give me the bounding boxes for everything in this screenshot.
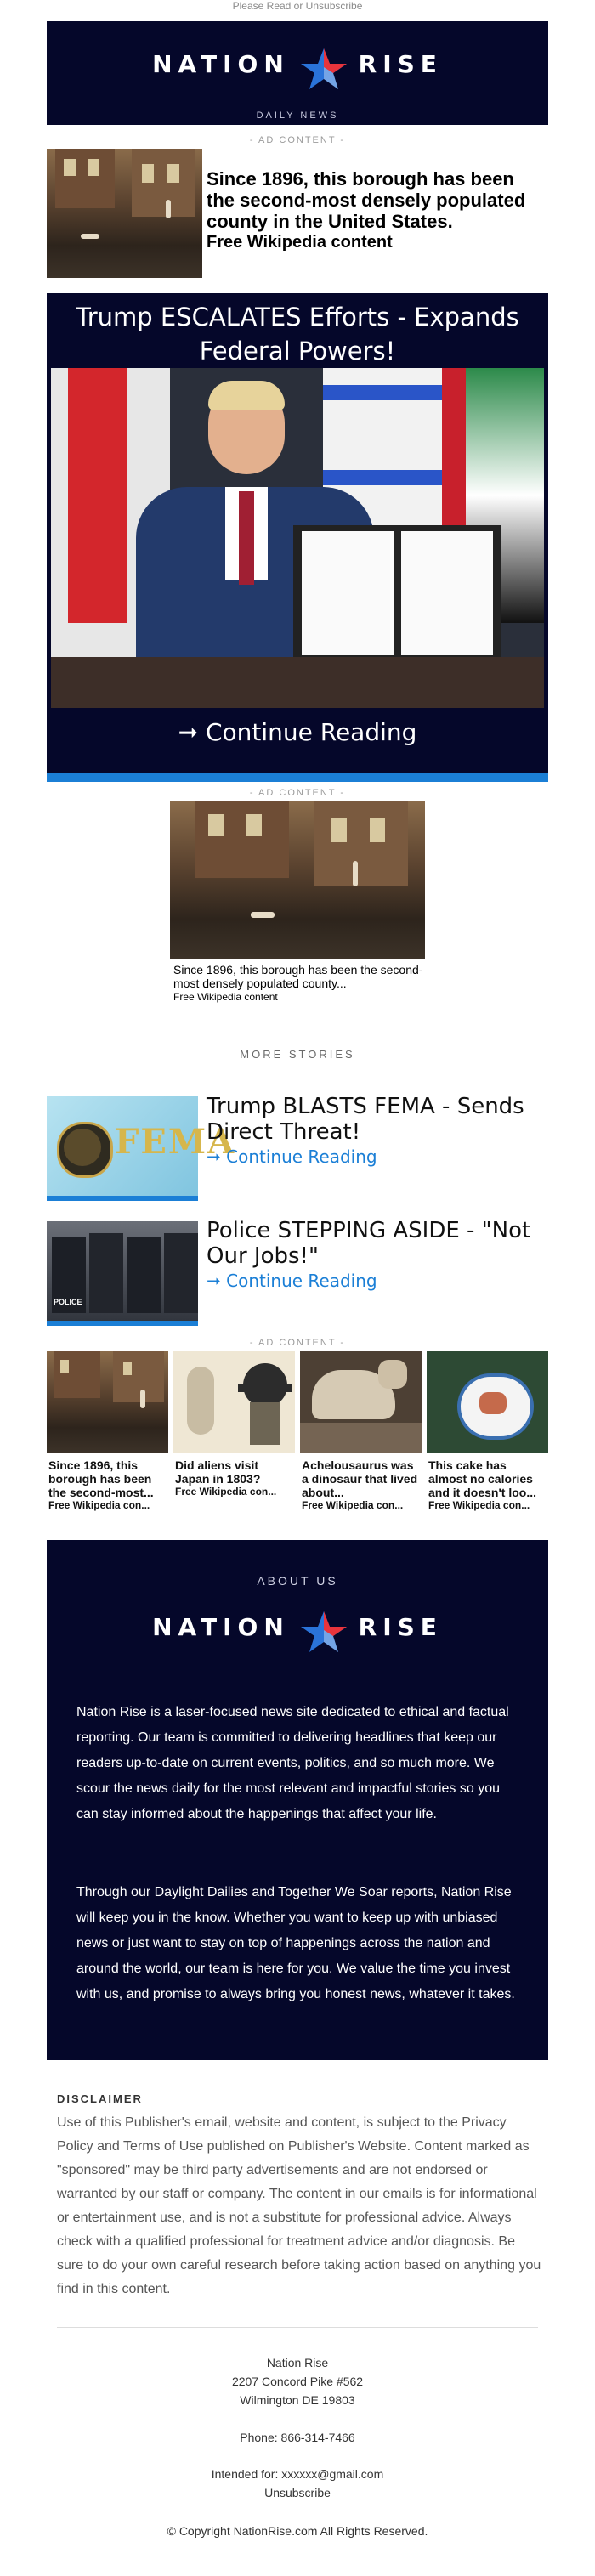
ad-label: - AD CONTENT - bbox=[249, 135, 346, 145]
footer-copyright: © Copyright NationRise.com All Rights Reserved. bbox=[167, 2524, 428, 2538]
ad-grid-image-1[interactable] bbox=[47, 1351, 168, 1453]
ad-grid-item-4[interactable] bbox=[428, 1458, 547, 1511]
brand-logo bbox=[47, 47, 548, 91]
ad-grid-source: Free Wikipedia con... bbox=[175, 1486, 277, 1497]
unsubscribe-link[interactable]: Unsubscribe bbox=[264, 2486, 331, 2500]
brand-right: RISE bbox=[358, 1613, 443, 1642]
police-shield-text: POLICE bbox=[54, 1298, 82, 1306]
about-heading: ABOUT US bbox=[257, 1574, 338, 1588]
about-paragraph-2: Through our Daylight Dailies and Together We Soar reports, Nation Rise will keep you in the know. Whether you want to keep up with unbiased news or just want to stay on top of happenings across the nation and around the world, our team is here for you. We value the time you invest with us, and promise to always bring you honest news, whatever it takes. bbox=[76, 1885, 515, 2001]
story-police-cta[interactable]: ➞ Continue Reading bbox=[207, 1271, 377, 1291]
divider bbox=[57, 2327, 538, 2328]
ad-grid-source: Free Wikipedia con... bbox=[302, 1499, 404, 1511]
ad-top-text[interactable] bbox=[207, 168, 547, 252]
main-story-card[interactable] bbox=[47, 293, 548, 782]
ad-label: - AD CONTENT - bbox=[249, 1338, 346, 1348]
star-logo-icon bbox=[298, 1610, 349, 1654]
brand-left: NATION bbox=[152, 1613, 290, 1642]
ad-grid-headline[interactable]: Did aliens visit Japan in 1803? bbox=[175, 1458, 261, 1486]
ad-grid-source: Free Wikipedia con... bbox=[48, 1499, 150, 1511]
main-story-cta[interactable]: ➞ Continue Reading bbox=[178, 718, 417, 746]
about-section bbox=[47, 1540, 548, 2060]
ad-top-image[interactable] bbox=[47, 149, 202, 278]
about-paragraph-1: Nation Rise is a laser-focused news site dedicated to ethical and factual reporting. Our team is committed to delivering headlines that keep our readers up-to-date on current events, politics, and so much more. We scour the news daily for the most relevant and impactful stories so you can stay informed about the happenings that affect your life. bbox=[76, 1705, 509, 1821]
ad-grid-headline[interactable]: Since 1896, this borough has been the second-most... bbox=[48, 1458, 154, 1499]
fema-sign-text: FEMA bbox=[115, 1122, 236, 1162]
story-fema-title[interactable]: Trump BLASTS FEMA - Sends Direct Threat! bbox=[207, 1094, 524, 1145]
story-fema-cta[interactable]: ➞ Continue Reading bbox=[207, 1146, 377, 1167]
ad-grid-image-4[interactable] bbox=[427, 1351, 548, 1453]
tagline: DAILY NEWS bbox=[256, 110, 339, 121]
about-brand-logo bbox=[47, 1610, 548, 1654]
ad-grid-headline[interactable]: This cake has almost no calories and it doesn't loo... bbox=[428, 1458, 536, 1499]
footer-phone: Phone: 866-314-7466 bbox=[240, 2431, 355, 2444]
main-story-title[interactable]: Trump ESCALATES Efforts - Expands Federal Powers! bbox=[76, 303, 519, 365]
header-banner[interactable] bbox=[47, 21, 548, 125]
ad-grid-item-2[interactable] bbox=[175, 1458, 294, 1497]
ad-grid-headline[interactable]: Achelousaurus was a dinosaur that lived about... bbox=[302, 1458, 418, 1499]
ad-top-headline[interactable]: Since 1896, this borough has been the second-most densely populated county in the United States. bbox=[207, 168, 526, 232]
disclaimer-text: Use of this Publisher's email, website and content, is subject to the Privacy Policy and Terms of Use published on Publisher's Website. Content marked as "sponsored" may be third party advertisements and are not endorsed or warranted by our staff or company. The content in our emails is for informational or entertainment use, and is not a substitute for professional advice. Always check with a qualified professional for treatment advice and/or diagnosis. Be sure to do your own careful research before taking action based on anything you find in this content. bbox=[57, 2115, 541, 2296]
brand-left: NATION bbox=[152, 50, 290, 79]
footer-address-2: Wilmington DE 19803 bbox=[240, 2393, 355, 2407]
ad-mid-source: Free Wikipedia content bbox=[173, 991, 278, 1003]
more-stories-heading: MORE STORIES bbox=[240, 1048, 355, 1061]
footer-address-1: 2207 Concord Pike #562 bbox=[231, 2375, 364, 2388]
star-logo-icon bbox=[298, 47, 349, 91]
ad-grid-image-2[interactable] bbox=[173, 1351, 295, 1453]
story-police-image[interactable] bbox=[47, 1221, 198, 1326]
disclaimer-heading: DISCLAIMER bbox=[57, 2092, 143, 2105]
footer-company: Nation Rise bbox=[266, 2356, 329, 2369]
preheader-link[interactable]: Please Read or Unsubscribe bbox=[232, 0, 363, 12]
ad-label: - AD CONTENT - bbox=[249, 788, 346, 798]
ad-top-source: Free Wikipedia content bbox=[207, 233, 393, 252]
footer-intended: Intended for: xxxxxx@gmail.com bbox=[211, 2467, 384, 2481]
ad-mid-headline[interactable]: Since 1896, this borough has been the second-most densely populated county... bbox=[173, 963, 423, 990]
ad-grid-item-3[interactable] bbox=[302, 1458, 421, 1511]
ad-grid-source: Free Wikipedia con... bbox=[428, 1499, 530, 1511]
ad-grid-image-3[interactable] bbox=[300, 1351, 422, 1453]
main-story-image[interactable] bbox=[51, 368, 544, 708]
story-fema-image[interactable] bbox=[47, 1096, 236, 1201]
accent-bar bbox=[47, 773, 548, 782]
ad-grid bbox=[47, 1351, 548, 1521]
ad-mid-image[interactable] bbox=[170, 801, 425, 959]
story-police-title[interactable]: Police STEPPING ASIDE - "Not Our Jobs!" bbox=[207, 1218, 531, 1269]
brand-right: RISE bbox=[358, 50, 443, 79]
ad-grid-item-1[interactable] bbox=[48, 1458, 167, 1511]
